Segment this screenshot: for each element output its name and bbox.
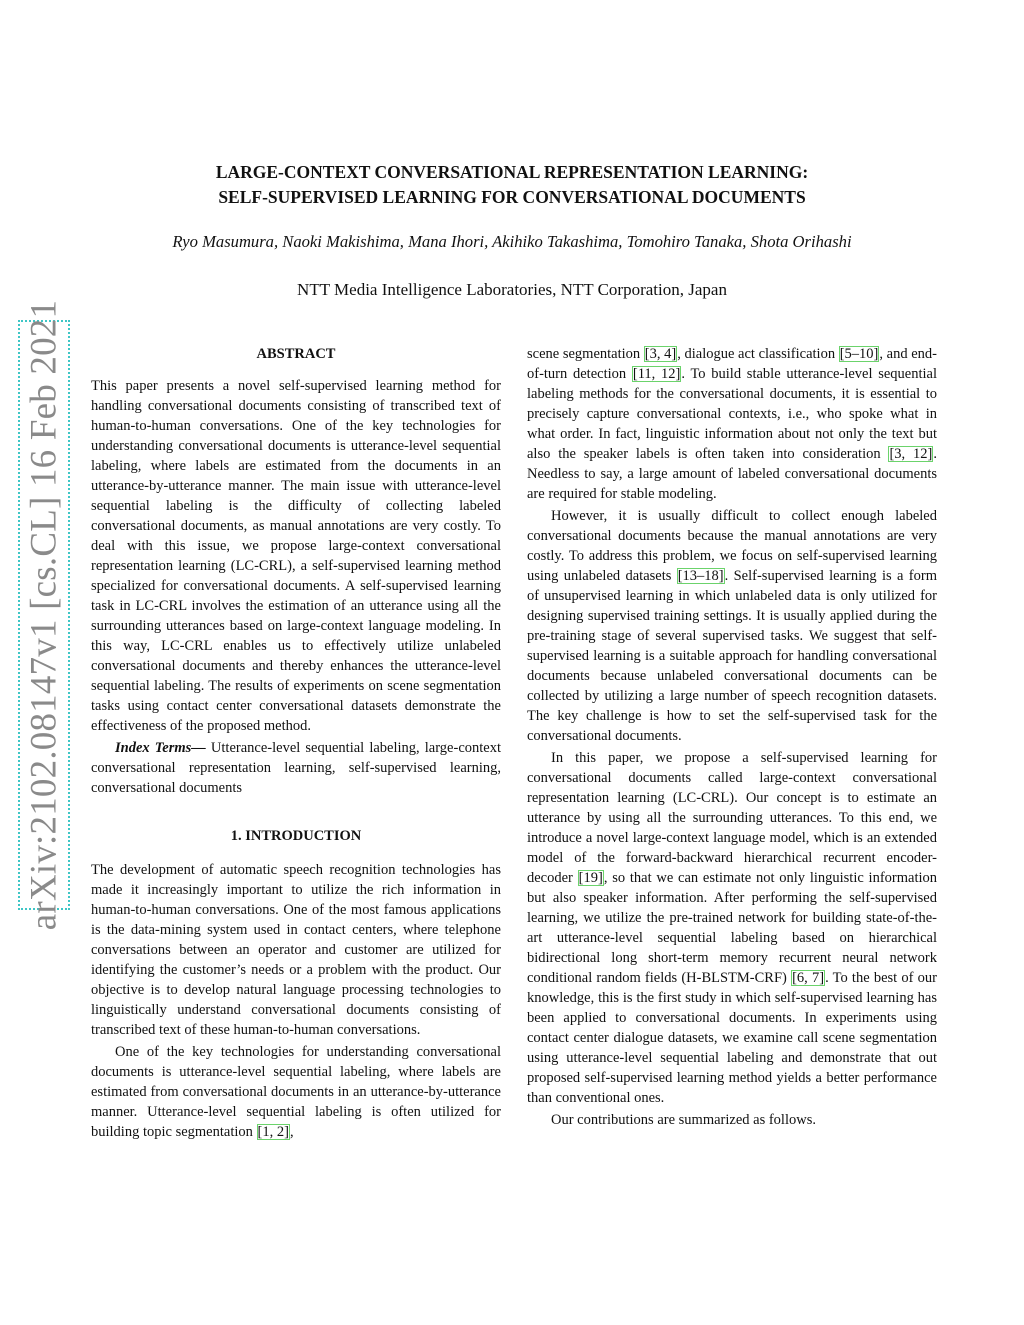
affiliation: NTT Media Intelligence Laboratories, NTT Corporation, Japan	[297, 280, 727, 299]
citation-link[interactable]: [5–10]	[839, 346, 879, 362]
index-terms	[91, 738, 501, 798]
intro-paragraph-2: One of the key technologies for understanding conversational documents is utterance-level sequential labeling, where labels are estimated from conversational documents in an utterance-by-utterance manner. Utterance-level sequential labeling is often utilized for building topic segmentation [1, 2],	[91, 1044, 501, 1140]
index-terms-text: Utterance-level sequential labeling, large-context conversational representation learning, self-supervised learning, conversational documents	[91, 740, 501, 796]
title-line-2: SELF-SUPERVISED LEARNING FOR CONVERSATIONAL DOCUMENTS	[218, 187, 806, 207]
right-paragraph-1: scene segmentation [3, 4], dialogue act classification [5–10], and end-of-turn detection [11, 12]. To build stable utterance-level sequential labeling methods for the conversational documents, it is essential to precisely capture conversational contexts, i.e., who spoke what in what order. In fact, linguistic information about not only the text but also the speaker labels is often taken into consideration [3, 12]. Needless to say, a large amount of labeled conversational documents are required for stable modeling.	[527, 346, 938, 502]
arxiv-identifier-stamp	[18, 299, 70, 931]
author-list: Ryo Masumura, Naoki Makishima, Mana Ihori, Akihiko Takashima, Tomohiro Tanaka, Shota Orihashi	[172, 232, 852, 251]
citation-link[interactable]: [13–18]	[677, 568, 724, 584]
left-column	[91, 344, 501, 1142]
citation-link[interactable]: [6, 7]	[792, 970, 825, 986]
right-paragraph-3: In this paper, we propose a self-supervised learning for conversational documents called large-context conversational representation learning (LC-CRL). Our concept is to estimate an utterance by using all the surrounding utterances. To this end, we introduce a novel large-context language model, which is an extended model of the forward-backward hierarchical recurrent encoder-decoder [19], so that we can estimate not only linguistic information but also speaker information. After performing the self-supervised learning, we utilize the pre-trained network for building state-of-the-art utterance-level sequential labeling based on hierarchical bidirectional long short-term memory recurrent neural network conditional random fields (H-BLSTM-CRF) [6, 7]. To the best of our knowledge, this is the first study in which self-supervised learning has been applied to conversational documents. In experiments using contact center dialogue datasets, we examine call scene segmentation using utterance-level sequential labeling and demonstrate that out proposed self-supervised learning method yields a better performance than conventional ones.	[527, 750, 938, 1106]
citation-link[interactable]: [11, 12]	[632, 366, 681, 382]
right-paragraph-2: However, it is usually difficult to collect enough labeled conversational documents because the manual annotations are very costly. To address this problem, we focus on self-supervised learning using unlabeled datasets [13–18]. Self-supervised learning is a form of unsupervised learning in which unlabeled data is only utilized for designing supervised training settings. It is usually applied during the pre-training stage of several supervised tasks. We suggest that self-supervised learning is a suitable approach for handling conversational documents because unlabeled conversational documents can be collected by utilizing a large number of speech recognition datasets. The key challenge is how to set the self-supervised task for the conversational documents.	[527, 508, 937, 744]
right-paragraph-4: Our contributions are summarized as follows.	[551, 1112, 816, 1128]
abstract-text: This paper presents a novel self-supervised learning method for handling conversational documents consisting of transcribed text of human-to-human conversations. One of the key technologies for understanding conversational documents is utterance-level sequential labeling, where labels are estimated from the documents in an utterance-by-utterance manner. The main issue with utterance-level sequential labeling is the difficulty of collecting labeled conversational documents, as manual annotations are very costly. To deal with this issue, we propose large-context conversational representation learning (LC-CRL), a self-supervised learning method specialized for conversational documents. A self-supervised learning task in LC-CRL involves the estimation of an utterance using all the surrounding utterances based on large-context language modeling. In this way, LC-CRL enables us to effectively utilize unlabeled conversational documents and thereby enhances the utterance-level sequential labeling. The results of experiments on scene segmentation tasks using contact center conversational datasets demonstrate the effectiveness of the proposed method.	[91, 378, 501, 734]
paper-title	[90, 160, 934, 210]
citation-link[interactable]: [19]	[578, 870, 603, 886]
abstract-heading: ABSTRACT	[256, 346, 336, 362]
citation-link[interactable]: [3, 4]	[644, 346, 677, 362]
introduction-heading: 1. INTRODUCTION	[230, 828, 362, 844]
right-column	[527, 344, 937, 1130]
title-line-1: LARGE-CONTEXT CONVERSATIONAL REPRESENTATION LEARNING:	[215, 162, 809, 182]
index-terms-label: Index Terms—	[115, 740, 206, 756]
citation-link[interactable]: [1, 2]	[257, 1124, 289, 1140]
arxiv-identifier-text: arXiv:2102.08147v1 [cs.CL] 16 Feb 2021	[23, 299, 65, 931]
intro-paragraph-1: The development of automatic speech recognition technologies has made it increasingly important to utilize the rich information in human-to-human conversations. One of the most famous applications is the data-mining system used in contact centers, where telephone conversations between an operator and customer are utilized for identifying the customer’s needs or a problem with the product. Our objective is to develop natural language processing technologies to linguistically understand conversational documents consisting of transcribed text of these human-to-human conversations.	[91, 862, 501, 1038]
citation-link[interactable]: [3, 12]	[889, 446, 933, 462]
